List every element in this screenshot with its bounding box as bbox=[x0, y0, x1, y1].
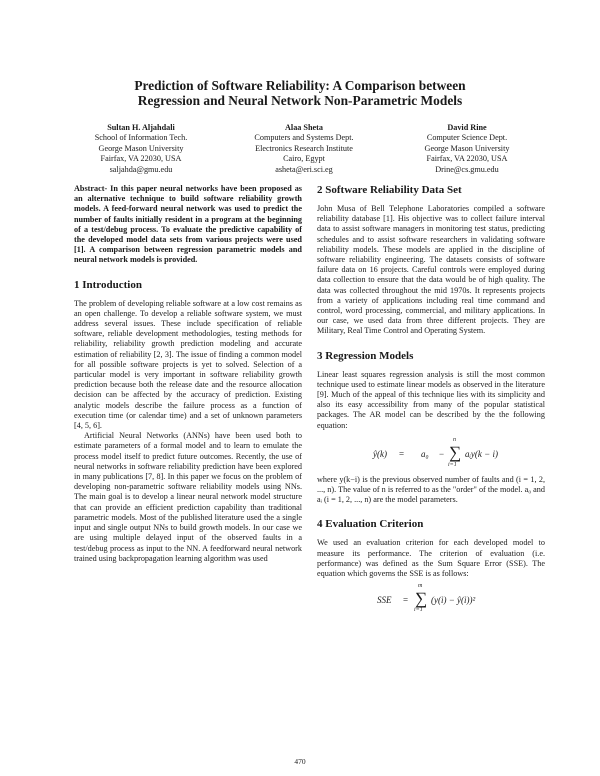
author-2 bbox=[223, 123, 385, 175]
equation-constant: a₀ bbox=[421, 448, 429, 459]
sum-lower-limit: i=1 bbox=[414, 607, 423, 614]
author-institution: Electronics Research Institute bbox=[255, 143, 353, 153]
author-email: Drine@cs.gmu.edu bbox=[435, 164, 499, 174]
author-affiliation: Computer Science Dept. bbox=[426, 133, 508, 143]
equation-rhs: aᵢy(k − i) bbox=[465, 448, 498, 459]
equation-minus: − bbox=[439, 448, 445, 459]
author-institution: George Mason University bbox=[424, 143, 510, 153]
author-address: Cairo, Egypt bbox=[283, 154, 325, 164]
author-name: David Rine bbox=[447, 123, 487, 132]
author-name: Sultan H. Aljahdali bbox=[107, 123, 175, 132]
author-email: saljahda@gmu.edu bbox=[109, 164, 173, 174]
page-number: 470 bbox=[294, 757, 306, 766]
introduction-paragraph-2: Artificial Neural Networks (ANNs) have been used both to estimate parameters of a formal model and to learn to emulate the process model itself to predict future outcomes. Recently, the use of neural networks in software reliability prediction have been explored in many publications [7, 8]. In this paper we focus on the problem of developing non-parametric software reliability models using NNs. The main goal is to develop a linear neural network model structure that can provide an efficient prediction capability than traditional parametric models. Most of the published literature used the a single input and single output NNs to build growth models. In our case we are using multiple delayed input of the observed faults in a test/debug process as input to the NN. A feedforward neural network trained using backpropagation learning algorithm was used bbox=[74, 431, 302, 563]
title-line-2: Regression and Neural Network Non-Parametric Models bbox=[137, 93, 463, 108]
author-address: Fairfax, VA 22030, USA bbox=[100, 154, 182, 164]
author-1 bbox=[60, 123, 222, 175]
sse-equation bbox=[317, 583, 545, 613]
regression-paragraph-2: where y(k−i) is the previous observed number of faults and (i = 1, 2, ..., n). The value of n is referred to as the "order" of the model. a₀ and aᵢ (i = 1, 2, ..., n) are the model parameters. bbox=[317, 474, 545, 505]
equation-rhs: (y(i) − ŷ(i))² bbox=[431, 595, 476, 606]
abstract: Abstract- In this paper neural networks have been proposed as an alternative technique to build software reliability growth models. A feed-forward neural network was used to predict the number of faults initially resident in a program at the beginning of a test/debug process. To evaluate the predictive capability of the developed model data sets from various projects were used [1]. A comparison between regression parametric models and neural network models is provided. bbox=[74, 184, 302, 265]
author-email: asheta@eri.sci.eg bbox=[275, 164, 333, 174]
section-heading-regression: 3 Regression Models bbox=[317, 349, 414, 362]
left-column bbox=[74, 184, 302, 564]
author-address: Fairfax, VA 22030, USA bbox=[426, 154, 508, 164]
section-heading-introduction: 1 Introduction bbox=[74, 278, 142, 291]
data-set-paragraph: John Musa of Bell Telephone Laboratories compiled a software reliability database [1]. His objective was to collect failure interval data to assist software managers in monitoring test status, predicting schedules and to assist software researchers in validating software reliability models. These models are applied in the discipline of software reliability engineering. The datasets consists of software failure data on 16 projects. Careful controls were employed during data collection to ensure that the data would be of high quality. The data was collected throughout the mid 1970s. It represents projects from a variety of applications including real time command and control, word processing, commercial, and military applications. In our case, we used data from three different projects. They are Military, Real Time Control and Operating System. bbox=[317, 204, 545, 336]
author-institution: George Mason University bbox=[98, 143, 184, 153]
summation-symbol: ∑ bbox=[449, 442, 462, 462]
introduction-paragraph-1: The problem of developing reliable software at a low cost remains as an open challenge. To develop a reliable software system, we must address several issues. These include specification of reliable software, reliable development methodologies, testing methods for reliability, reliability growth prediction modeling and accurate estimation of reliability [2, 3]. The issue of finding a common model for all possible software projects is yet to solved. Selection of a particular model is very important in software reliability growth prediction because both the release date and the resource allocation decision can be affected by the accuracy of prediction. Existing analytic models describe the failure process as a function of execution time (or calendar time) and a set of unknown parameters [4, 5, 6]. bbox=[74, 298, 302, 431]
regression-paragraph: Linear least squares regression analysis is still the most common technique used to estimate linear models as observed in the literature [9]. Much of the appeal of this technique lies with its simplicity and also its easy accessibility from many of the popular statistical packages. The AR model can be described by the the following equation: bbox=[317, 369, 545, 430]
ar-model-equation bbox=[317, 437, 545, 471]
equation-lhs: SSE bbox=[377, 595, 392, 606]
sum-lower-limit: i=1 bbox=[448, 461, 457, 468]
title-line-1: Prediction of Software Reliability: A Comparison between bbox=[134, 78, 466, 93]
section-heading-evaluation: 4 Evaluation Criterion bbox=[317, 518, 424, 531]
sum-upper-limit: m bbox=[418, 583, 423, 590]
author-affiliation: Computers and Systems Dept. bbox=[254, 133, 354, 143]
right-column bbox=[317, 184, 545, 613]
paper-title bbox=[60, 78, 540, 108]
summation-symbol: ∑ bbox=[415, 589, 428, 609]
evaluation-paragraph: We used an evaluation criterion for each developed model to measure its performance. The criterion of evaluation (i.e. performance) was defined as the Sum Square Error (SSE). The equation which governs the SSE is as follows: bbox=[317, 538, 545, 579]
section-heading-data-set: 2 Software Reliability Data Set bbox=[317, 184, 462, 196]
author-name: Alaa Sheta bbox=[285, 123, 323, 132]
equation-lhs: ŷ(k) bbox=[373, 448, 387, 459]
equation-equals: = bbox=[399, 448, 405, 459]
equation-equals: = bbox=[403, 595, 409, 606]
author-3 bbox=[386, 123, 548, 175]
author-affiliation: School of Information Tech. bbox=[94, 133, 188, 143]
sum-upper-limit: n bbox=[453, 436, 456, 443]
